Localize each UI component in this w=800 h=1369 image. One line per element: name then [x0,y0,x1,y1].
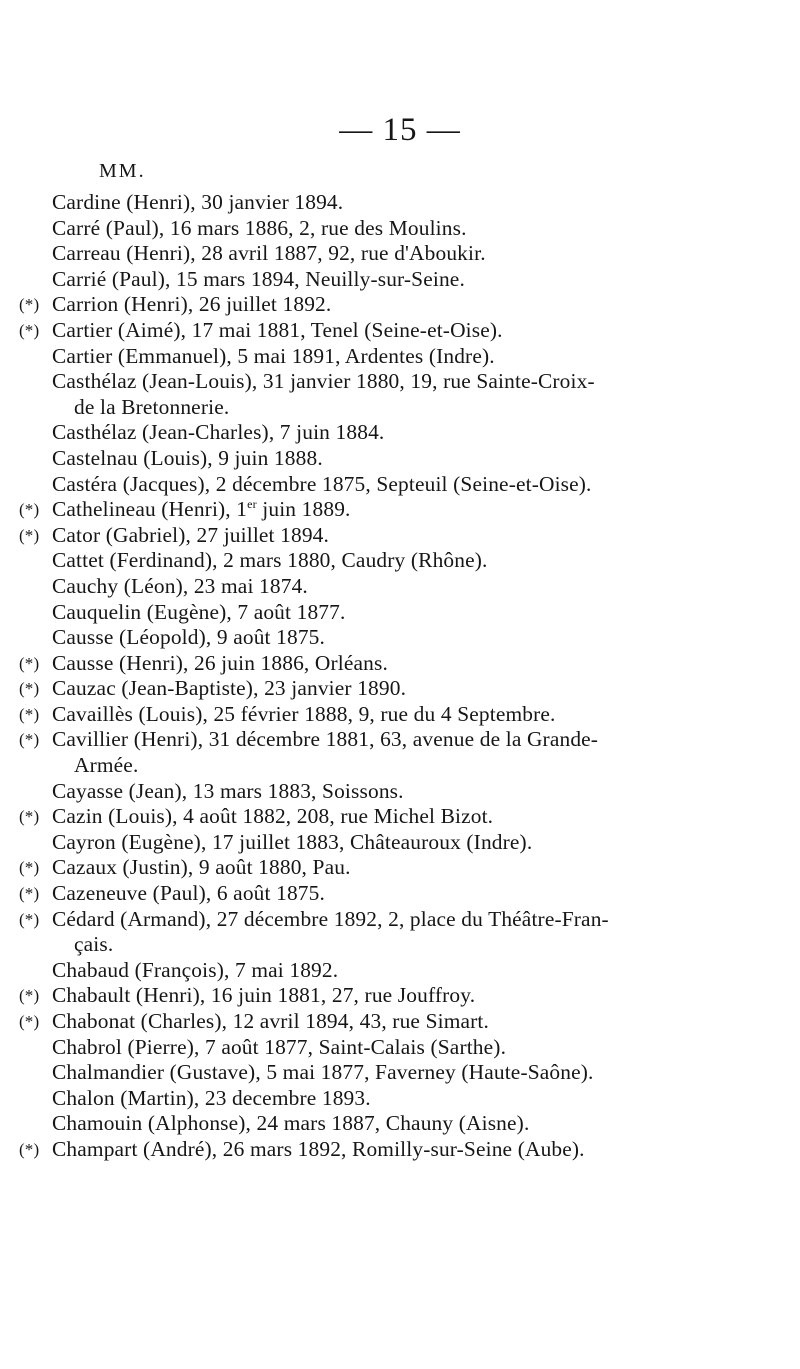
entry-text-main: Cartier (Aimé), 17 mai 1881, Tenel (Seine-et-Oise). [52,317,503,342]
entry-marker: (*) [19,679,40,699]
list-item [0,523,800,549]
entry-text [52,497,351,523]
entry-text [52,1111,529,1137]
entry-text [52,369,595,395]
entry-text-main: Cartier (Emmanuel), 5 mai 1891, Ardentes (Indre). [52,343,495,368]
entry-text [52,446,323,472]
entry-text-main: Cauchy (Léon), 23 mai 1874. [52,573,308,598]
list-item [0,855,800,881]
entry-marker: (*) [19,1012,40,1031]
entry-text-main: Chabault (Henri), 16 juin 1881, 27, rue Jouffroy. [52,983,476,1008]
entry-text-main: Cathelineau (Henri), 1 [52,497,248,522]
entry-text [74,395,229,421]
entry-marker: (*) [19,653,40,673]
list-item [0,881,800,907]
entry-text-main: Carreau (Henri), 28 avril 1887, 92, rue d'Aboukir. [52,241,486,266]
list-item [0,600,800,626]
list-item [0,446,800,472]
list-item [0,241,800,267]
list-item [0,727,800,753]
entry-superscript: er [247,497,257,512]
entry-text-main: Cazin (Louis), 4 août 1882, 208, rue Michel Bizot. [52,804,494,829]
list-item [0,216,800,242]
entry-text [52,1137,585,1163]
entry-continuation-line [0,395,800,421]
entry-text-main: Cavaillès (Louis), 25 février 1888, 9, rue du 4 Septembre. [52,701,556,726]
entry-marker: (*) [19,704,40,724]
entry-text-main: Chalon (Martin), 23 decembre 1893. [52,1085,371,1110]
list-item [0,983,800,1009]
entry-text [74,753,138,779]
list-item [0,779,800,805]
entry-marker: (*) [19,909,40,929]
entry-text-main: Casthélaz (Jean-Louis), 31 janvier 1880, 19, rue Sainte-Croix- [52,369,595,394]
list-item [0,318,800,344]
entry-text-main: Cédard (Armand), 27 décembre 1892, 2, place du Théâtre-Fran- [52,906,609,931]
entry-text [52,190,343,216]
list-item [0,267,800,293]
entry-continuation-line [0,932,800,958]
entry-text [52,1086,371,1112]
entry-text [52,472,592,498]
entry-text [52,702,556,728]
entry-text [52,727,598,753]
entry-marker: (*) [19,858,40,878]
list-item [0,497,800,523]
entry-text-main: Cauquelin (Eugène), 7 août 1877. [52,599,346,624]
entry-text [52,804,493,830]
entry-text-main: Cavillier (Henri), 31 décembre 1881, 63, avenue de la Grande- [52,727,599,752]
entry-marker: (*) [19,1139,40,1159]
entry-text [52,267,465,293]
entry-text-main: Casthélaz (Jean-Charles), 7 juin 1884. [52,420,385,445]
list-item [0,344,800,370]
entry-marker: (*) [19,295,40,315]
entry-text-main: Carrié (Paul), 15 mars 1894, Neuilly-sur-Seine. [52,266,465,291]
entry-text-main: Castéra (Jacques), 2 décembre 1875, Septeuil (Seine-et-Oise). [52,471,592,496]
page-number: — 15 — [339,112,461,148]
entry-text [52,1009,489,1035]
entry-text-main: Chalmandier (Gustave), 5 mai 1877, Faverney (Haute-Saône). [52,1060,594,1085]
entry-text-main: Chabonat (Charles), 12 avril 1894, 43, rue Simart. [52,1009,490,1033]
entry-text [52,1060,594,1086]
list-item [0,472,800,498]
entry-text [52,292,331,318]
entry-text [52,625,325,651]
entry-text [52,651,388,677]
entry-text-main: Carré (Paul), 16 mars 1886, 2, rue des Moulins. [52,215,467,240]
entry-marker: (*) [19,807,40,827]
entry-continuation-line [0,753,800,779]
entry-text [52,958,338,984]
entry-text-main: Chamouin (Alphonse), 24 mars 1887, Chauny (Aisne). [52,1111,530,1136]
entry-text-main: Cazeneuve (Paul), 6 août 1875. [52,881,325,906]
list-item [0,1035,800,1061]
entry-text [52,523,329,549]
entry-text [52,574,308,600]
entry-text-main: Cattet (Ferdinand), 2 mars 1880, Caudry (Rhône). [52,548,488,573]
list-item [0,830,800,856]
list-item [0,548,800,574]
entry-text [52,830,532,856]
entry-text-tail: juin 1889. [256,497,351,522]
entry-text [52,548,488,574]
entry-marker: (*) [19,884,40,904]
entry-text [52,318,503,344]
salutation: MM. [99,160,146,182]
entry-marker: (*) [19,986,40,1006]
entry-marker: (*) [19,730,40,750]
entry-text [52,779,404,805]
entry-list [0,190,800,1163]
list-item [0,651,800,677]
entry-text [52,1035,506,1061]
entry-text-main: de la Bretonnerie. [74,394,230,419]
entry-text-main: Chabaud (François), 7 mai 1892. [52,957,339,982]
list-item [0,1137,800,1163]
list-item [0,907,800,933]
entry-text-main: Armée. [74,753,139,778]
entry-text-main: Castelnau (Louis), 9 juin 1888. [52,445,323,470]
list-item [0,625,800,651]
list-item [0,1086,800,1112]
entry-text [52,881,325,907]
entry-text-main: Causse (Léopold), 9 août 1875. [52,625,326,650]
entry-text-main: çais. [74,932,114,957]
entry-text [52,344,495,370]
list-item [0,702,800,728]
entry-text-main: Cauzac (Jean-Baptiste), 23 janvier 1890. [52,676,407,701]
entry-text-main: Carrion (Henri), 26 juillet 1892. [52,292,332,317]
list-item [0,292,800,318]
entry-text [52,907,609,933]
list-item [0,574,800,600]
entry-text-main: Cardine (Henri), 30 janvier 1894. [52,190,344,214]
entry-text-main: Cayasse (Jean), 13 mars 1883, Soissons. [52,778,404,803]
list-item [0,804,800,830]
list-item [0,958,800,984]
list-item [0,190,800,216]
entry-text [52,855,351,881]
entry-marker: (*) [19,320,40,340]
entry-text [52,420,384,446]
entry-text [52,600,346,626]
entry-text [52,241,486,267]
list-item [0,369,800,395]
entry-text [52,676,406,702]
list-item [0,1009,800,1035]
list-item [0,1111,800,1137]
entry-text-main: Cazaux (Justin), 9 août 1880, Pau. [52,855,351,880]
entry-text [52,216,467,242]
entry-text-main: Champart (André), 26 mars 1892, Romilly-sur-Seine (Aube). [52,1136,585,1161]
entry-text-main: Cator (Gabriel), 27 juillet 1894. [52,522,330,547]
entry-marker: (*) [19,525,40,545]
list-item [0,1060,800,1086]
entry-text-main: Cayron (Eugène), 17 juillet 1883, Châteauroux (Indre). [52,829,533,854]
entry-text [74,932,113,958]
entry-marker: (*) [19,500,40,520]
entry-text-main: Causse (Henri), 26 juin 1886, Orléans. [52,650,389,675]
entry-text [52,983,475,1009]
list-item [0,676,800,702]
list-item [0,420,800,446]
entry-text-main: Chabrol (Pierre), 7 août 1877, Saint-Calais (Sarthe). [52,1034,507,1059]
